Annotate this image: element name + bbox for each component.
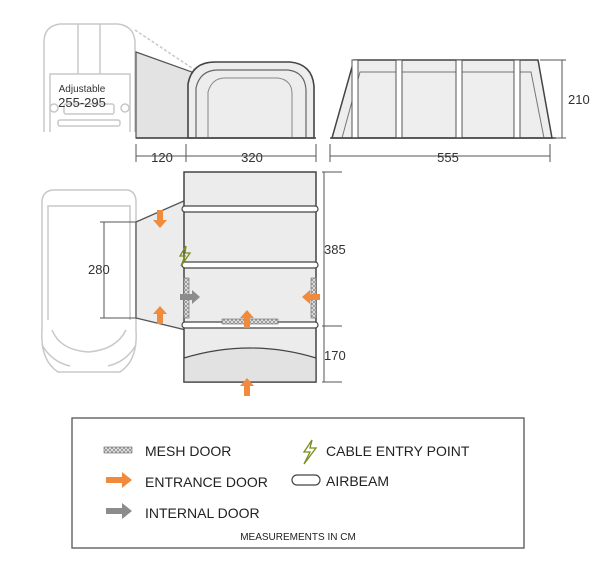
side-width-value: 280 (88, 262, 110, 277)
mesh-door-icon (104, 447, 132, 453)
legend-internal-door: INTERNAL DOOR (145, 505, 260, 521)
porch-depth-value: 170 (324, 348, 346, 363)
airbeam-legend-icon (292, 475, 320, 485)
front-width-value: 120 (151, 150, 173, 165)
tent-length-view (330, 60, 556, 138)
vehicle-height-label: Adjustable (58, 84, 106, 95)
depth-value: 385 (324, 242, 346, 257)
legend-cable-entry-point: CABLE ENTRY POINT (326, 443, 470, 459)
airbeam (182, 262, 318, 268)
legend-entrance-door: ENTRANCE DOOR (145, 474, 268, 490)
total-length-value: 555 (437, 150, 459, 165)
inner-width-value: 320 (241, 150, 263, 165)
awning-side-view (136, 52, 316, 138)
height-value: 210 (568, 92, 590, 107)
legend-mesh-door: MESH DOOR (145, 443, 232, 459)
legend-airbeam: AIRBEAM (326, 473, 390, 489)
vehicle-height-value: 255-295 (58, 95, 106, 110)
airbeam (182, 206, 318, 212)
tent-floor-plan (184, 172, 316, 382)
vehicle-top-view (42, 190, 136, 372)
measurements-note: MEASUREMENTS IN CM (240, 532, 356, 543)
